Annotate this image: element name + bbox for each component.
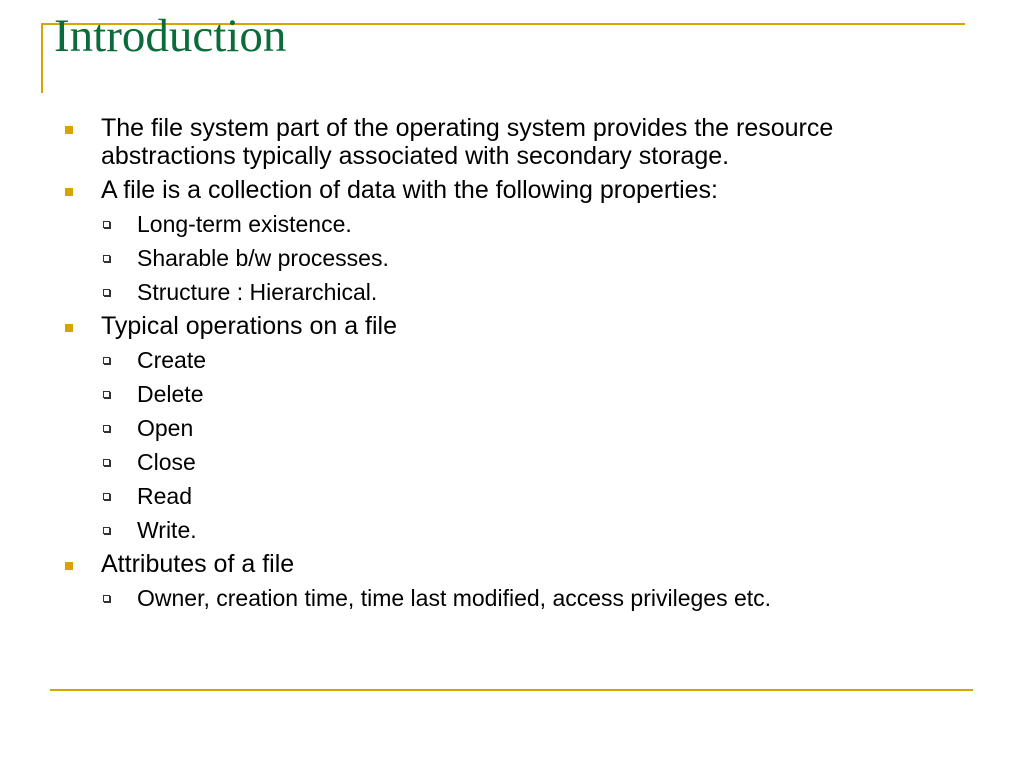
hollow-square-bullet-icon xyxy=(103,595,110,602)
square-bullet-icon xyxy=(65,324,73,332)
slide-title: Introduction xyxy=(54,10,287,62)
sub-bullet-text: Long-term existence. xyxy=(137,211,352,237)
square-bullet-icon xyxy=(65,562,73,570)
sub-bullet-text: Delete xyxy=(137,381,204,407)
bottom-rule xyxy=(50,689,973,691)
sub-bullet-item xyxy=(60,516,940,544)
hollow-square-bullet-icon xyxy=(103,493,110,500)
hollow-square-bullet-icon xyxy=(103,221,110,228)
sub-bullet-item xyxy=(60,482,940,510)
hollow-square-bullet-icon xyxy=(103,255,110,262)
hollow-square-bullet-icon xyxy=(103,425,110,432)
hollow-square-bullet-icon xyxy=(103,391,110,398)
sub-bullet-item xyxy=(60,380,940,408)
square-bullet-icon xyxy=(65,188,73,196)
bullet-item xyxy=(60,312,940,340)
sub-bullet-item xyxy=(60,210,940,238)
bullet-text: Typical operations on a file xyxy=(101,312,398,340)
sub-bullet-text: Open xyxy=(137,415,194,441)
sub-bullet-item xyxy=(60,584,940,612)
sub-bullet-text: Sharable b/w processes. xyxy=(137,245,389,271)
bullet-text: A file is a collection of data with the following properties: xyxy=(101,176,719,204)
sub-bullet-item xyxy=(60,448,940,476)
sub-bullet-text: Write. xyxy=(137,517,197,543)
sub-bullet-text: Close xyxy=(137,449,196,475)
bullet-item xyxy=(60,114,940,170)
bullet-text: The file system part of the operating system provides the resource abstractions typically associated with secondary storage. xyxy=(101,114,834,170)
bullet-list xyxy=(60,114,940,618)
bullet-item xyxy=(60,550,940,578)
sub-bullet-item xyxy=(60,346,940,374)
sub-bullet-text: Create xyxy=(137,347,207,373)
bullet-item xyxy=(60,176,940,204)
sub-bullet-text: Structure : Hierarchical. xyxy=(137,279,378,305)
left-rule xyxy=(41,23,43,93)
sub-bullet-text: Owner, creation time, time last modified, access privileges etc. xyxy=(137,585,772,611)
sub-bullet-item xyxy=(60,244,940,272)
bullet-text: Attributes of a file xyxy=(101,550,295,578)
hollow-square-bullet-icon xyxy=(103,357,110,364)
hollow-square-bullet-icon xyxy=(103,289,110,296)
sub-bullet-item xyxy=(60,414,940,442)
hollow-square-bullet-icon xyxy=(103,527,110,534)
hollow-square-bullet-icon xyxy=(103,459,110,466)
sub-bullet-item xyxy=(60,278,940,306)
sub-bullet-text: Read xyxy=(137,483,192,509)
square-bullet-icon xyxy=(65,126,73,134)
